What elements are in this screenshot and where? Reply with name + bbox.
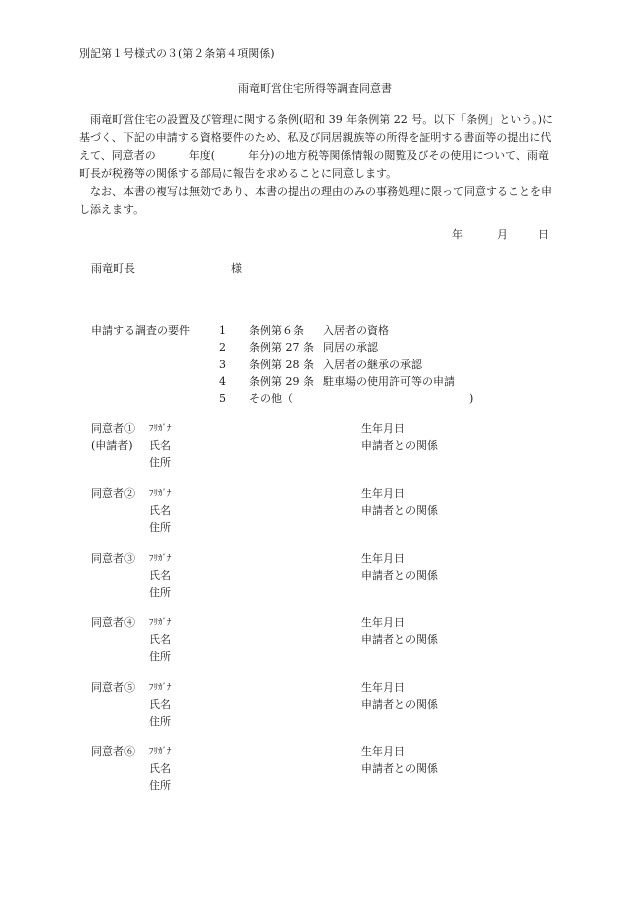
consenter-block-4	[91, 614, 551, 672]
date-year-label: 年	[452, 228, 463, 241]
address-label: 住所	[149, 586, 171, 599]
name-label: 氏名	[149, 633, 171, 646]
form-reference: 別記第１号様式の３(第２条第４項関係)	[79, 47, 275, 60]
name-label: 氏名	[149, 762, 171, 775]
consenter-applicant-note: (申請者)	[91, 439, 133, 452]
date-line	[452, 226, 549, 244]
requirement-number: 2	[219, 341, 226, 354]
consenter-block-6	[91, 743, 551, 801]
requirement-number: 1	[219, 324, 226, 337]
birthdate-label: 生年月日	[361, 745, 405, 758]
consenter-block-3	[91, 550, 551, 608]
birthdate-label: 生年月日	[361, 681, 405, 694]
addressee-name: 雨竜町長	[91, 262, 135, 275]
relationship-label: 申請者との関係	[361, 504, 438, 517]
requirement-article: 条例第６条	[249, 324, 304, 337]
consent-paragraph-2: なお、本書の複写は無効であり、本書の提出の理由のみの事務処理に限って同意することを申し添えます。	[79, 185, 552, 216]
address-label: 住所	[149, 715, 171, 728]
name-label: 氏名	[149, 569, 171, 582]
birthdate-label: 生年月日	[361, 616, 405, 629]
requirement-article: 条例第 29 条	[249, 375, 314, 388]
requirement-number: 4	[219, 375, 226, 388]
date-day-label: 日	[538, 228, 549, 241]
requirement-description: 駐車場の使用許可等の申請	[323, 375, 455, 388]
address-label: 住所	[149, 650, 171, 663]
birthdate-label: 生年月日	[361, 487, 405, 500]
birthdate-label: 生年月日	[361, 552, 405, 565]
name-label: 氏名	[149, 504, 171, 517]
relationship-label: 申請者との関係	[361, 633, 438, 646]
requirement-number: 5	[219, 392, 226, 405]
consenter-label: 同意者⑤	[91, 681, 135, 694]
furigana-label: ﾌﾘｶﾞﾅ	[149, 747, 172, 757]
consent-statement	[79, 111, 554, 219]
furigana-label: ﾌﾘｶﾞﾅ	[149, 554, 172, 564]
requirement-article: 条例第 28 条	[249, 358, 314, 371]
requirement-description: 入居者の資格	[323, 324, 389, 337]
consenter-block-1	[91, 420, 551, 478]
consenter-label: 同意者④	[91, 616, 135, 629]
consenter-label: 同意者③	[91, 552, 135, 565]
consenter-label: 同意者①	[91, 422, 135, 435]
furigana-label: ﾌﾘｶﾞﾅ	[149, 683, 172, 693]
furigana-label: ﾌﾘｶﾞﾅ	[149, 489, 172, 499]
furigana-label: ﾌﾘｶﾞﾅ	[149, 424, 172, 434]
requirement-article: 条例第 27 条	[249, 341, 314, 354]
consenter-label: 同意者②	[91, 487, 135, 500]
requirement-other-close: )	[469, 392, 474, 405]
date-month-label: 月	[497, 228, 508, 241]
birthdate-label: 生年月日	[361, 422, 405, 435]
relationship-label: 申請者との関係	[361, 569, 438, 582]
consenter-block-5	[91, 679, 551, 737]
consent-paragraph-1: 雨竜町営住宅の設置及び管理に関する条例(昭和 39 年条例第 22 号。以下「条例」という。)に基づく、下記の申請する資格要件のため、私及び同居親族等の所得を証明する書面等の提出に代えて、同意者の 年度( 年分)の地方税等関係情報の閲覧及びその使用について、雨竜町長が税務等の関係する部局に報告を求めることに同意します。	[79, 113, 554, 180]
name-label: 氏名	[149, 439, 171, 452]
addressee-honorific: 様	[231, 262, 242, 275]
requirement-number: 3	[219, 358, 226, 371]
consenter-block-2	[91, 485, 551, 543]
relationship-label: 申請者との関係	[361, 762, 438, 775]
requirement-other-label: その他（	[249, 392, 293, 405]
relationship-label: 申請者との関係	[361, 698, 438, 711]
requirement-description: 入居者の継承の承認	[323, 358, 422, 371]
requirement-description: 同居の承認	[323, 341, 378, 354]
consenter-label: 同意者⑥	[91, 745, 135, 758]
address-label: 住所	[149, 779, 171, 792]
requirements-label: 申請する調査の要件	[91, 324, 190, 337]
name-label: 氏名	[149, 698, 171, 711]
document-title: 雨竜町営住宅所得等調査同意書	[238, 82, 392, 95]
address-label: 住所	[149, 521, 171, 534]
relationship-label: 申請者との関係	[361, 439, 438, 452]
furigana-label: ﾌﾘｶﾞﾅ	[149, 618, 172, 628]
address-label: 住所	[149, 456, 171, 469]
